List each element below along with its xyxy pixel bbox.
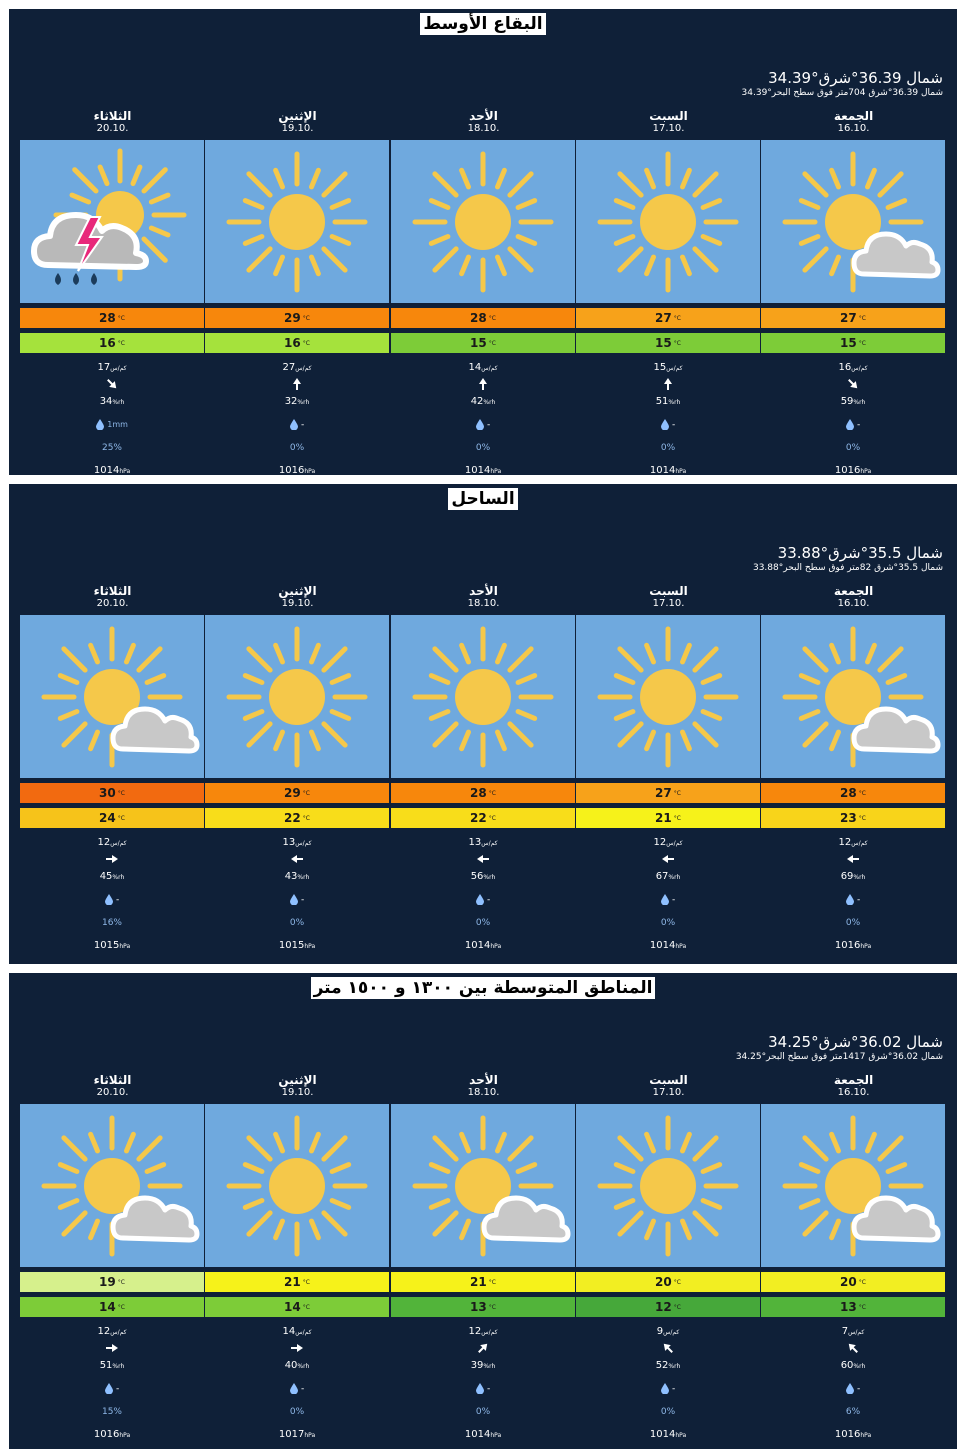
- day-name: الجمعة: [833, 584, 874, 598]
- sun-cloud-icon: [20, 615, 204, 778]
- day-date: 19.10.: [281, 598, 314, 609]
- day-date: 17.10.: [652, 123, 685, 134]
- precip-probability: 0%: [660, 443, 676, 453]
- temp-min-bar: 22 °C: [391, 808, 575, 828]
- temp-max-bar: 20 °C: [761, 1272, 945, 1292]
- coordinates-main: 34.39°شمال 36.39°شرق: [768, 69, 943, 87]
- day-name: الإثنين: [278, 584, 317, 598]
- precip-probability: 0%: [660, 1407, 676, 1417]
- precipitation: -: [761, 1383, 945, 1397]
- wind-direction-icon: [576, 852, 760, 866]
- wind-speed: 12كم/س: [468, 1326, 498, 1337]
- sun-icon: [205, 615, 389, 778]
- sun-icon: [576, 140, 760, 303]
- day-column[interactable]: [20, 584, 205, 951]
- day-column[interactable]: [205, 109, 390, 476]
- precip-probability: 6%: [845, 1407, 861, 1417]
- wind-direction-icon: [20, 1341, 204, 1355]
- temp-max-bar: 28 °C: [761, 783, 945, 803]
- temp-min: 22: [284, 811, 301, 825]
- temp-min-bar: 14 °C: [205, 1297, 389, 1317]
- day-name: الإثنين: [278, 109, 317, 123]
- raindrop-icon: [290, 894, 298, 905]
- temp-min-bar: 16 °C: [20, 333, 204, 353]
- temp-max: 30: [99, 786, 116, 800]
- precipitation: -: [761, 419, 945, 433]
- day-column[interactable]: [391, 1073, 576, 1440]
- precipitation: -: [576, 1383, 760, 1397]
- pressure: 1014hPa: [649, 1429, 687, 1440]
- raindrop-icon: [96, 419, 104, 430]
- temp-min-bar: 16 °C: [205, 333, 389, 353]
- day-date: 17.10.: [652, 1087, 685, 1098]
- day-name: السبت: [649, 584, 688, 598]
- temp-min: 13: [470, 1300, 487, 1314]
- wind-direction-icon: [391, 852, 575, 866]
- humidity: 52%rh: [655, 1360, 681, 1371]
- temp-max: 27: [655, 311, 672, 325]
- humidity: 56%rh: [470, 871, 496, 882]
- day-date: 19.10.: [281, 123, 314, 134]
- precip-probability: 0%: [475, 918, 491, 928]
- sun-cloud-icon: [761, 615, 945, 778]
- humidity: 43%rh: [284, 871, 310, 882]
- temp-max-bar: 27 °C: [576, 783, 760, 803]
- temp-max: 27: [655, 786, 672, 800]
- temp-min: 21: [655, 811, 672, 825]
- temp-min: 14: [284, 1300, 301, 1314]
- temp-max: 28: [470, 786, 487, 800]
- precip-probability: 0%: [475, 443, 491, 453]
- pressure: 1017hPa: [278, 1429, 316, 1440]
- wind-speed: 14كم/س: [468, 362, 498, 373]
- pressure: 1015hPa: [93, 940, 131, 951]
- day-name: الثلاثاء: [93, 109, 132, 123]
- precip-probability: 0%: [475, 1407, 491, 1417]
- temp-min-bar: 23 °C: [761, 808, 945, 828]
- precip-probability: 15%: [101, 1407, 122, 1417]
- precip-probability: 0%: [845, 918, 861, 928]
- raindrop-icon: [105, 894, 113, 905]
- temp-max-bar: 21 °C: [205, 1272, 389, 1292]
- day-name: الأحد: [469, 1073, 498, 1087]
- temp-min-bar: 15 °C: [391, 333, 575, 353]
- wind-speed: 15كم/س: [653, 362, 683, 373]
- pressure: 1014hPa: [649, 465, 687, 476]
- coordinates: [736, 1033, 943, 1063]
- raindrop-icon: [661, 419, 669, 430]
- wind-direction-icon: [576, 377, 760, 391]
- wind-direction-icon: [205, 852, 389, 866]
- day-date: 20.10.: [96, 598, 129, 609]
- humidity: 51%rh: [99, 1360, 125, 1371]
- precipitation: -: [576, 419, 760, 433]
- raindrop-icon: [290, 1383, 298, 1394]
- pressure: 1014hPa: [649, 940, 687, 951]
- day-column[interactable]: [20, 1073, 205, 1440]
- day-column[interactable]: [576, 584, 761, 951]
- temp-min: 23: [840, 811, 857, 825]
- day-name: الثلاثاء: [93, 1073, 132, 1087]
- day-name: السبت: [649, 1073, 688, 1087]
- sun-icon: [576, 615, 760, 778]
- humidity: 69%rh: [840, 871, 866, 882]
- precip-probability: 0%: [289, 443, 305, 453]
- day-name: الأحد: [469, 109, 498, 123]
- humidity: 34%rh: [99, 396, 125, 407]
- precip-probability: 25%: [101, 443, 122, 453]
- precipitation: -: [391, 419, 575, 433]
- wind-speed: 14كم/س: [282, 1326, 312, 1337]
- humidity: 51%rh: [655, 396, 681, 407]
- wind-direction-icon: [761, 377, 945, 391]
- wind-speed: 9كم/س: [656, 1326, 680, 1337]
- day-date: 16.10.: [837, 598, 870, 609]
- raindrop-icon: [846, 419, 854, 430]
- humidity: 40%rh: [284, 1360, 310, 1371]
- wind-speed: 16كم/س: [838, 362, 868, 373]
- pressure: 1014hPa: [93, 465, 131, 476]
- day-date: 16.10.: [837, 1087, 870, 1098]
- thunderstorm-icon: [20, 140, 204, 303]
- day-column[interactable]: [205, 1073, 390, 1440]
- temp-min: 13: [840, 1300, 857, 1314]
- pressure: 1016hPa: [93, 1429, 131, 1440]
- temp-min-bar: 13 °C: [761, 1297, 945, 1317]
- precipitation: -: [391, 1383, 575, 1397]
- day-name: الأحد: [469, 584, 498, 598]
- precipitation: 1mm: [20, 419, 204, 433]
- wind-direction-icon: [391, 1341, 575, 1355]
- temp-min-bar: 15 °C: [576, 333, 760, 353]
- day-date: 20.10.: [96, 1087, 129, 1098]
- day-column[interactable]: [576, 1073, 761, 1440]
- wind-direction-icon: [761, 852, 945, 866]
- temp-min: 12: [655, 1300, 672, 1314]
- coordinates-main: 34.25°شمال 36.02°شرق: [768, 1033, 943, 1051]
- temp-max: 28: [470, 311, 487, 325]
- pressure: 1014hPa: [464, 1429, 502, 1440]
- day-date: 19.10.: [281, 1087, 314, 1098]
- raindrop-icon: [476, 1383, 484, 1394]
- coordinates: [742, 69, 943, 99]
- day-date: 17.10.: [652, 598, 685, 609]
- day-name: الثلاثاء: [93, 584, 132, 598]
- temp-max: 19: [99, 1275, 116, 1289]
- temp-max: 20: [655, 1275, 672, 1289]
- temp-max: 28: [99, 311, 116, 325]
- sun-icon: [391, 140, 575, 303]
- wind-speed: 12كم/س: [97, 837, 127, 848]
- pressure: 1014hPa: [464, 940, 502, 951]
- precipitation: -: [576, 894, 760, 908]
- humidity: 45%rh: [99, 871, 125, 882]
- wind-speed: 7كم/س: [841, 1326, 865, 1337]
- temp-min: 24: [99, 811, 116, 825]
- raindrop-icon: [290, 419, 298, 430]
- wind-speed: 13كم/س: [468, 837, 498, 848]
- temp-max: 29: [284, 311, 301, 325]
- day-name: الجمعة: [833, 1073, 874, 1087]
- precipitation: -: [20, 894, 204, 908]
- wind-speed: 12كم/س: [97, 1326, 127, 1337]
- raindrop-icon: [846, 1383, 854, 1394]
- temp-min-bar: 22 °C: [205, 808, 389, 828]
- wind-speed: 27كم/س: [282, 362, 312, 373]
- region-title: البقاع الأوسط: [9, 13, 957, 35]
- region-title: الساحل: [9, 488, 957, 510]
- temp-max-bar: 20 °C: [576, 1272, 760, 1292]
- day-date: 16.10.: [837, 123, 870, 134]
- wind-direction-icon: [20, 377, 204, 391]
- temp-min: 15: [470, 336, 487, 350]
- humidity: 39%rh: [470, 1360, 496, 1371]
- temp-min-bar: 15 °C: [761, 333, 945, 353]
- raindrop-icon: [661, 1383, 669, 1394]
- day-column[interactable]: [205, 584, 390, 951]
- coordinates-elevation: 34.25°شمال 36.02°شرق 1417متر فوق سطح البحر: [735, 1052, 943, 1062]
- coordinates: [753, 544, 943, 574]
- humidity: 32%rh: [284, 396, 310, 407]
- precipitation: -: [205, 1383, 389, 1397]
- temp-min-bar: 12 °C: [576, 1297, 760, 1317]
- precip-probability: 0%: [845, 443, 861, 453]
- humidity: 67%rh: [655, 871, 681, 882]
- raindrop-icon: [105, 1383, 113, 1394]
- temp-min-bar: 13 °C: [391, 1297, 575, 1317]
- temp-max: 29: [284, 786, 301, 800]
- temp-min-bar: 24 °C: [20, 808, 204, 828]
- sun-cloud-icon: [391, 1104, 575, 1267]
- temp-max-bar: 28 °C: [391, 783, 575, 803]
- day-date: 20.10.: [96, 123, 129, 134]
- temp-min: 14: [99, 1300, 116, 1314]
- temp-max-bar: 28 °C: [391, 308, 575, 328]
- humidity: 60%rh: [840, 1360, 866, 1371]
- temp-max-bar: 29 °C: [205, 783, 389, 803]
- temp-min: 15: [655, 336, 672, 350]
- humidity: 59%rh: [840, 396, 866, 407]
- day-name: الجمعة: [833, 109, 874, 123]
- temp-min: 16: [284, 336, 301, 350]
- pressure: 1014hPa: [464, 465, 502, 476]
- day-name: الإثنين: [278, 1073, 317, 1087]
- temp-max-bar: 27 °C: [576, 308, 760, 328]
- temp-min: 16: [99, 336, 116, 350]
- day-date: 18.10.: [467, 598, 500, 609]
- day-name: السبت: [649, 109, 688, 123]
- precipitation: -: [20, 1383, 204, 1397]
- wind-direction-icon: [20, 852, 204, 866]
- temp-max: 21: [470, 1275, 487, 1289]
- region-panel: [9, 9, 957, 475]
- temp-min-bar: 21 °C: [576, 808, 760, 828]
- sun-icon: [576, 1104, 760, 1267]
- raindrop-icon: [476, 894, 484, 905]
- temp-max-bar: 30 °C: [20, 783, 204, 803]
- pressure: 1016hPa: [278, 465, 316, 476]
- precipitation: -: [205, 419, 389, 433]
- coordinates-main: 33.88°شمال 35.5°شرق: [777, 544, 943, 562]
- sun-icon: [205, 140, 389, 303]
- wind-speed: 17كم/س: [97, 362, 127, 373]
- temp-max: 27: [840, 311, 857, 325]
- wind-direction-icon: [761, 1341, 945, 1355]
- day-column[interactable]: [576, 109, 761, 476]
- day-column[interactable]: [391, 109, 576, 476]
- temp-max-bar: 19 °C: [20, 1272, 204, 1292]
- day-column[interactable]: [761, 109, 946, 476]
- precip-probability: 0%: [660, 918, 676, 928]
- pressure: 1016hPa: [834, 1429, 872, 1440]
- day-column[interactable]: [391, 584, 576, 951]
- precipitation: -: [205, 894, 389, 908]
- wind-direction-icon: [576, 1341, 760, 1355]
- temp-max-bar: 29 °C: [205, 308, 389, 328]
- temp-max: 28: [840, 786, 857, 800]
- coordinates-elevation: 33.88°شمال 35.5°شرق 82متر فوق سطح البحر: [752, 563, 943, 573]
- sun-cloud-icon: [761, 1104, 945, 1267]
- temp-max: 20: [840, 1275, 857, 1289]
- temp-max: 21: [284, 1275, 301, 1289]
- raindrop-icon: [476, 419, 484, 430]
- region-panel: [9, 973, 957, 1449]
- wind-direction-icon: [205, 1341, 389, 1355]
- wind-direction-icon: [391, 377, 575, 391]
- temp-max-bar: 21 °C: [391, 1272, 575, 1292]
- wind-direction-icon: [205, 377, 389, 391]
- temp-min: 15: [840, 336, 857, 350]
- precipitation: -: [761, 894, 945, 908]
- wind-speed: 12كم/س: [838, 837, 868, 848]
- sun-cloud-icon: [20, 1104, 204, 1267]
- precip-probability: 16%: [101, 918, 122, 928]
- sun-icon: [205, 1104, 389, 1267]
- region-panel: [9, 484, 957, 964]
- sun-icon: [391, 615, 575, 778]
- precip-probability: 0%: [289, 918, 305, 928]
- day-column[interactable]: [20, 109, 205, 476]
- day-date: 18.10.: [467, 123, 500, 134]
- wind-speed: 12كم/س: [653, 837, 683, 848]
- temp-max-bar: 27 °C: [761, 308, 945, 328]
- temp-min-bar: 14 °C: [20, 1297, 204, 1317]
- temp-min: 22: [470, 811, 487, 825]
- raindrop-icon: [661, 894, 669, 905]
- humidity: 42%rh: [470, 396, 496, 407]
- wind-speed: 13كم/س: [282, 837, 312, 848]
- raindrop-icon: [846, 894, 854, 905]
- day-column[interactable]: [761, 1073, 946, 1440]
- pressure: 1016hPa: [834, 940, 872, 951]
- precip-probability: 0%: [289, 1407, 305, 1417]
- coordinates-elevation: 34.39°شمال 36.39°شرق 704متر فوق سطح البحر: [741, 88, 943, 98]
- sun-cloud-icon: [761, 140, 945, 303]
- pressure: 1016hPa: [834, 465, 872, 476]
- region-title: المناطق المتوسطة بين ١٣٠٠ و ١٥٠٠ متر: [9, 977, 957, 999]
- day-column[interactable]: [761, 584, 946, 951]
- day-date: 18.10.: [467, 1087, 500, 1098]
- pressure: 1015hPa: [278, 940, 316, 951]
- precipitation: -: [391, 894, 575, 908]
- temp-max-bar: 28 °C: [20, 308, 204, 328]
